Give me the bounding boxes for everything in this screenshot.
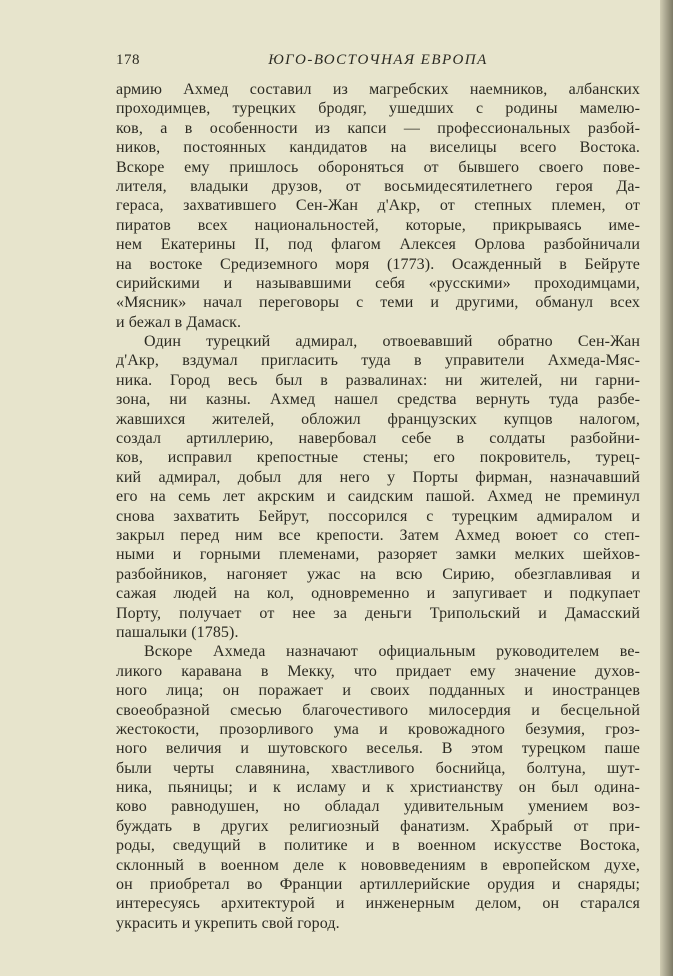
text-line: ников, постоянных кандидатов на виселицы всего Востока. [116, 139, 640, 157]
text-line: сажая людей на кол, одновременно и запугивает и подкупает [116, 585, 640, 603]
text-line: ными и горными племенами, разоряет замки мелких шейхов- [116, 546, 640, 564]
page-number: 178 [116, 52, 140, 68]
page-header [116, 52, 600, 74]
paragraph-3 [116, 642, 640, 933]
text-line: жестокости, прозорливого ума и кровожадного безумия, гроз- [116, 720, 640, 738]
body-text [116, 80, 640, 933]
text-line: проходимцев, турецких бродяг, ушедших с родины мамелю- [116, 100, 640, 118]
text-line: Порту, получает от нее за деньги Трипольский и Дамасский [116, 604, 640, 622]
text-line: пашалыки (1785). [116, 623, 239, 641]
text-line: интересуясь архитектурой и инженерным делом, он старался [116, 895, 640, 913]
text-line: жавшихся жителей, обложил французских купцов налогом, [116, 410, 640, 428]
text-line: «Мясник» начал переговоры с теми и другими, обманул всех [116, 294, 640, 312]
text-line: склонный в военном деле к нововведениям в европейском духе, [116, 856, 640, 874]
text-line: украсить и укрепить свой город. [116, 914, 340, 932]
text-line: д'Акр, вздумал пригласить туда в управители Ахмеда-Мяс- [116, 352, 640, 370]
text-line: он приобретал во Франции артиллерийские орудия и снаряды; [116, 876, 640, 894]
text-line: кий адмирал, добыл для него у Порты фирман, назначавший [116, 468, 640, 486]
text-line: зона, ни казны. Ахмед нашел средства вернуть туда разбе- [116, 391, 640, 409]
text-line: пиратов всех национальностей, которые, прикрываясь име- [116, 216, 640, 234]
text-line: ликого каравана в Мекку, что придает ему значение духов- [116, 662, 640, 680]
text-line: ков, исправил крепостные стены; его покровитель, турец- [116, 449, 640, 467]
text-line: лителя, владыки друзов, от восьмидесятилетнего героя Да- [116, 177, 640, 195]
text-line: армию Ахмед составил из магребских наемников, албанских [116, 81, 640, 98]
text-line: ного лица; он поражает и своих подданных и иностранцев [116, 682, 640, 700]
text-line: ника. Город весь был в развалинах: ни жителей, ни гарни- [116, 371, 640, 389]
text-line: снова захватить Бейрут, поссорился с турецким адмиралом и [116, 507, 640, 525]
text-line: создал артиллерию, навербовал себе в солдаты разбойни- [116, 430, 640, 448]
text-line: Один турецкий адмирал, отвоевавший обратно Сен-Жан [144, 333, 640, 351]
text-line: гераса, захватившего Сен-Жан д'Акр, от степных племен, от [116, 197, 640, 215]
running-title: ЮГО-ВОСТОЧНАЯ ЕВРОПА [268, 52, 488, 68]
text-line: ково равнодушен, но обладал удивительным умением воз- [116, 798, 640, 816]
text-line: ков, а в особенности из капси — профессиональных разбой- [116, 119, 640, 137]
text-line: Вскоре ему пришлось обороняться от бывшего своего пове- [116, 158, 640, 176]
paragraph-2 [116, 332, 640, 642]
text-line: Вскоре Ахмеда назначают официальным руководителем ве- [144, 643, 640, 661]
text-line: разбойников, нагоняет ужас на всю Сирию, обезглавливая и [116, 565, 640, 583]
text-line: закрыл перед ним все крепости. Затем Ахмед воюет со степ- [116, 526, 640, 544]
text-line: и бежал в Дамаск. [116, 313, 242, 331]
text-line: нем Екатерины II, под флагом Алексея Орлова разбойничали [116, 236, 640, 254]
text-line: были черты славянина, хвастливого боснийца, болтуна, шут- [116, 759, 640, 777]
page-edge-shadow [660, 0, 673, 976]
text-line: ного величия и шутовского веселья. В этом турецком паше [116, 740, 640, 758]
text-line: на востоке Средиземного моря (1773). Осажденный в Бейруте [116, 255, 640, 273]
text-line: роды, сведущий в политике и в военном искусстве Востока, [116, 837, 640, 855]
text-line: его на семь лет акрским и саидским пашой. Ахмед не преминул [116, 488, 640, 506]
text-line: буждать в других религиозный фанатизм. Храбрый от при- [116, 817, 640, 835]
text-line: сирийскими и называвшими себя «русскими» проходимцами, [116, 274, 640, 292]
text-line: ника, пьяницы; и к исламу и к христианству он был одина- [116, 779, 640, 797]
paragraph-1 [116, 80, 640, 332]
text-line: своеобразной смесью благочестивого милосердия и бесцельной [116, 701, 640, 719]
